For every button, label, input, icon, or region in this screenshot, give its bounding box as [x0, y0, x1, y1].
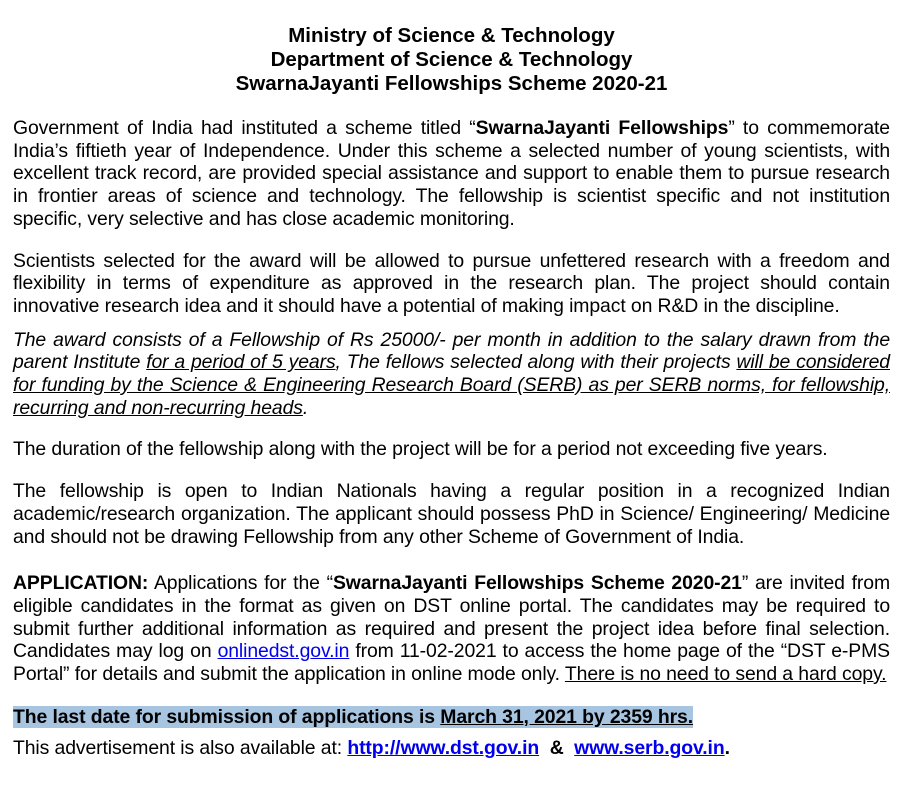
award-text-e: . [302, 396, 309, 419]
award-text-a: The award consists of a Fellowship of Rs 25000/- per month in addition to the salary drawn from the parent Institute [13, 328, 890, 374]
document-page [13, 24, 890, 760]
intro-text-c: ” to commemorate India’s fiftieth year of Independence. Under this scheme a selected number of young scientists, with excellent track record, are provided special assistance and support to enable them to pursue research in frontier areas of science and technology. The fellowship is scientist specific and not institution specific, very selective and has close academic monitoring. [13, 117, 890, 230]
paragraph-duration: The duration of the fellowship along with the project will be for a period not exceeding five years. [13, 438, 828, 461]
dst-website-link[interactable]: http://www.dst.gov.in [347, 737, 540, 760]
award-text-c: , The fellows selected along with their projects [335, 351, 737, 374]
application-text-c: ” are invited from eligible candidates in the format as given on DST online portal. The candidates may be required to submit further additional information as required and present the project idea before final selection. Candidates may log on [13, 572, 890, 663]
last-date-highlight [13, 706, 693, 728]
heading-ministry: Ministry of Science & Technology [288, 24, 615, 47]
application-text-d: from 11-02-2021 to access the home page of the “DST e-PMS Portal” for details and submit the application in online mode only. [13, 640, 890, 686]
document-heading [13, 24, 890, 96]
intro-text-a: Government of India had instituted a scheme titled “ [13, 117, 476, 139]
link-separator: & [549, 737, 564, 760]
last-date-value: March 31, 2021 by 2359 hrs. [440, 705, 694, 728]
availability-end: . [724, 737, 730, 760]
paragraph-award [13, 329, 890, 420]
application-text-a: Applications for the “ [148, 572, 333, 595]
application-scheme-name: SwarnaJayanti Fellowships Scheme 2020-21 [332, 572, 742, 595]
award-funding: will be considered for funding by the Science & Engineering Research Board (SERB) as per SERB norms, for fellowship, recurring and non-recurring heads [13, 351, 890, 419]
award-period: for a period of 5 years [146, 351, 336, 374]
paragraph-research: Scientists selected for the award will be allowed to pursue unfettered research with a freedom and flexibility in terms of expenditure as approved in the research plan. The project should contain innovative research idea and it should have a potential of making impact on R&D in the discipline. [13, 249, 890, 317]
paragraph-availability [13, 737, 890, 760]
intro-scheme-name: SwarnaJayanti Fellowships [475, 117, 729, 139]
onlinedst-link[interactable]: onlinedst.gov.in [217, 640, 350, 663]
heading-scheme: SwarnaJayanti Fellowships Scheme 2020-21 [235, 72, 668, 95]
application-no-hard-copy: There is no need to send a hard copy. [564, 663, 887, 686]
paragraph-application [13, 572, 890, 686]
heading-department: Department of Science & Technology [270, 48, 633, 71]
last-date-text: The last date for submission of applications is [13, 705, 441, 728]
paragraph-eligibility: The fellowship is open to Indian Nationals having a regular position in a recognized Indian academic/research organization. The applicant should possess PhD in Science/ Engineering/ Medicine and should not be drawing Fellowship from any other Scheme of Government of India. [13, 480, 890, 548]
serb-website-link[interactable]: www.serb.gov.in [574, 737, 725, 760]
availability-text: This advertisement is also available at: [13, 737, 348, 760]
paragraph-intro [13, 117, 890, 231]
application-label: APPLICATION: [13, 572, 149, 595]
paragraph-last-date [13, 706, 890, 729]
